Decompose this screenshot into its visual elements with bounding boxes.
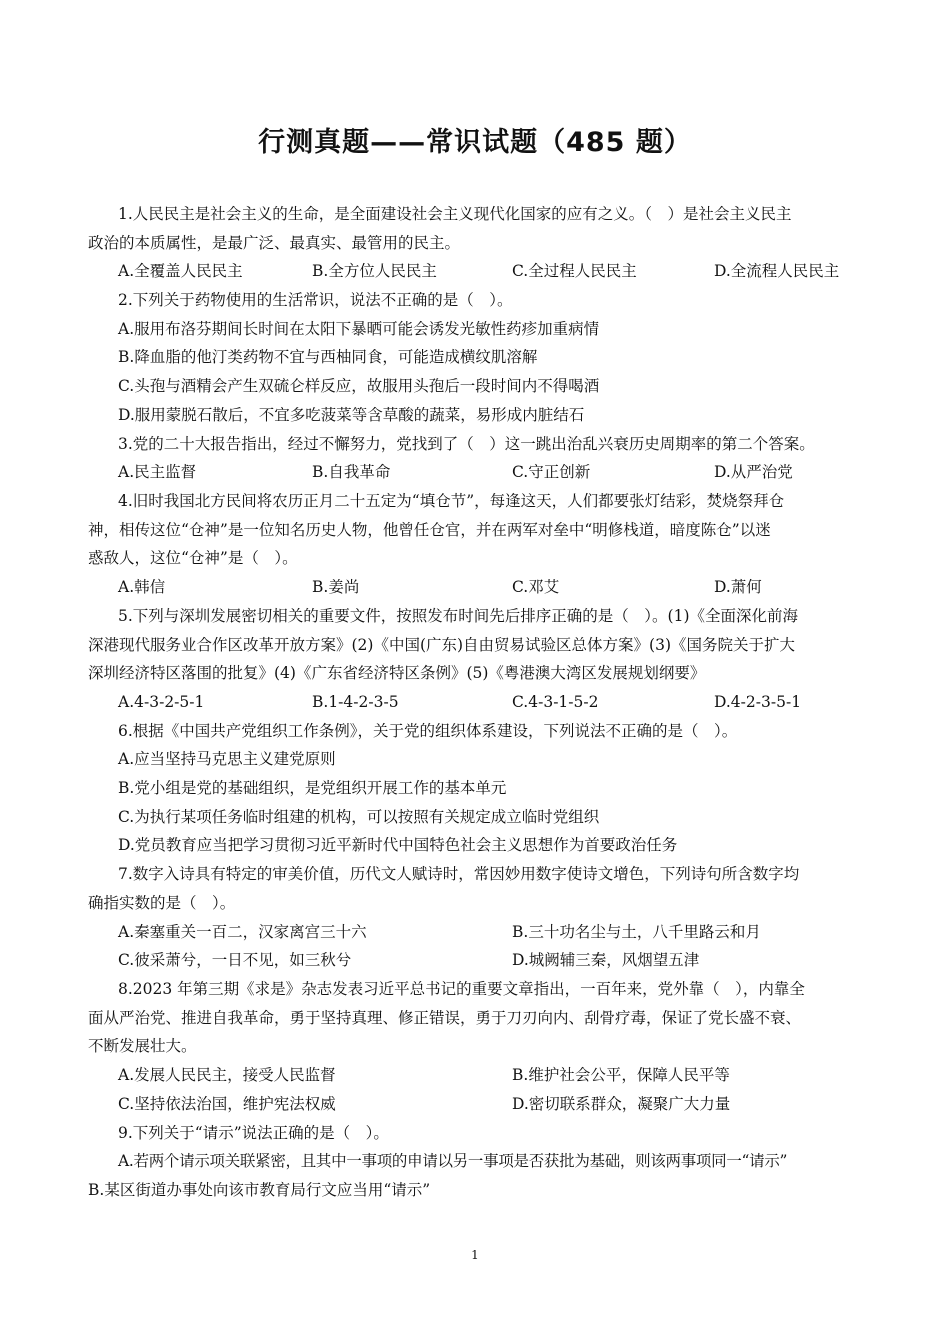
question-8-option-a: A.发展人民民主，接受人民监督 <box>118 1066 336 1084</box>
question-7-option-d: D.城阙辅三秦，风烟望五津 <box>512 951 700 969</box>
question-4-line-2: 神，相传这位“仓神”是一位知名历史人物，他曾任仓官，并在两军对垒中“明修栈道，暗度陈仓”以迷 <box>88 521 771 539</box>
question-2-option-d: D.服用蒙脱石散后，不宜多吃菠菜等含草酸的蔬菜，易形成内脏结石 <box>118 406 585 424</box>
question-4-option-a: A.韩信 <box>118 578 166 596</box>
question-3-option-c: C.守正创新 <box>512 463 591 481</box>
page-title: 行测真题——常识试题（485 题） <box>258 127 692 158</box>
question-2-option-c: C.头孢与酒精会产生双硫仑样反应，故服用头孢后一段时间内不得喝酒 <box>118 377 600 395</box>
question-5-line-1: 5.下列与深圳发展密切相关的重要文件，按照发布时间先后排序正确的是（ ）。(1)《全面深化前海 <box>118 607 798 625</box>
question-6-option-d: D.党员教育应当把学习贯彻习近平新时代中国特色社会主义思想作为首要政治任务 <box>118 836 678 854</box>
question-4-line-3: 惑敌人，这位“仓神”是（ ）。 <box>88 549 298 567</box>
question-1-option-a: A.全覆盖人民民主 <box>118 262 243 280</box>
question-8-option-d: D.密切联系群众，凝聚广大力量 <box>512 1095 731 1113</box>
question-4-option-c: C.邓艾 <box>512 578 560 596</box>
question-8-line-2: 面从严治党、推进自我革命，勇于坚持真理、修正错误，勇于刀刃向内、刮骨疗毒，保证了党长盛不衰、 <box>88 1009 802 1027</box>
question-4-option-d: D.萧何 <box>714 578 762 596</box>
question-5-line-3: 深圳经济特区落围的批复》(4)《广东省经济特区条例》(5)《粤港澳大湾区发展规划纲要》 <box>88 664 706 682</box>
question-7-line-2: 确指实数的是（ ）。 <box>88 894 236 912</box>
question-6-option-a: A.应当坚持马克思主义建党原则 <box>118 750 336 768</box>
question-4-option-b: B.姜尚 <box>312 578 360 596</box>
question-3-option-d: D.从严治党 <box>714 463 793 481</box>
question-3-option-a: A.民主监督 <box>118 463 197 481</box>
question-2-option-a: A.服用布洛芬期间长时间在太阳下暴晒可能会诱发光敏性药疹加重病情 <box>118 320 600 338</box>
question-6-option-c: C.为执行某项任务临时组建的机构，可以按照有关规定成立临时党组织 <box>118 808 600 826</box>
question-8-line-3: 不断发展壮大。 <box>88 1037 197 1055</box>
question-9-option-a: A.若两个请示项关联紧密，且其中一事项的申请以另一事项是否获批为基础，则该两事项同一“请示” <box>118 1152 788 1170</box>
question-1-option-d: D.全流程人民民主 <box>714 262 840 280</box>
question-3-line-1: 3.党的二十大报告指出，经过不懈努力，党找到了（ ）这一跳出治乱兴衰历史周期率的第二个答案。 <box>118 435 815 453</box>
question-4-line-1: 4.旧时我国北方民间将农历正月二十五定为“填仓节”，每逢这天，人们都要张灯结彩，焚烧祭拜仓 <box>118 492 785 510</box>
question-5-option-b: B.1-4-2-3-5 <box>312 693 399 711</box>
question-8-line-1: 8.2023 年第三期《求是》杂志发表习近平总书记的重要文章指出，一百年来，党外靠（ ），内靠全 <box>118 980 805 998</box>
question-2-line-1: 2.下列关于药物使用的生活常识，说法不正确的是（ ）。 <box>118 291 513 309</box>
question-6-line-1: 6.根据《中国共产党组织工作条例》，关于党的组织体系建设，下列说法不正确的是（ ）。 <box>118 722 738 740</box>
question-1-option-c: C.全过程人民民主 <box>512 262 637 280</box>
question-8-option-b: B.维护社会公平，保障人民平等 <box>512 1066 730 1084</box>
question-5-line-2: 深港现代服务业合作区改革开放方案》(2)《中国(广东)自由贸易试验区总体方案》(3)《国务院关于扩大 <box>88 636 796 654</box>
question-7-option-b: B.三十功名尘与土，八千里路云和月 <box>512 923 761 941</box>
question-7-option-c: C.彼采萧兮，一日不见，如三秋兮 <box>118 951 352 969</box>
question-7-line-1: 7.数字入诗具有特定的审美价值，历代文人赋诗时，常因妙用数字使诗文增色，下列诗句所含数字均 <box>118 865 800 883</box>
question-9-option-b: B.某区街道办事处向该市教育局行文应当用“请示” <box>88 1181 431 1199</box>
question-5-option-c: C.4-3-1-5-2 <box>512 693 599 711</box>
question-1-line-1: 1.人民民主是社会主义的生命，是全面建设社会主义现代化国家的应有之义。（ ）是社会主义民主 <box>118 205 792 223</box>
question-9-line-1: 9.下列关于“请示”说法正确的是（ ）。 <box>118 1124 389 1142</box>
question-5-option-a: A.4-3-2-5-1 <box>118 693 205 711</box>
question-2-option-b: B.降血脂的他汀类药物不宜与西柚同食，可能造成横纹肌溶解 <box>118 348 538 366</box>
question-7-option-a: A.秦塞重关一百二，汉家离宫三十六 <box>118 923 367 941</box>
question-1-option-b: B.全方位人民民主 <box>312 262 437 280</box>
question-8-option-c: C.坚持依法治国，维护宪法权威 <box>118 1095 336 1113</box>
question-3-option-b: B.自我革命 <box>312 463 391 481</box>
page-number: 1 <box>471 1248 479 1262</box>
question-1-line-2: 政治的本质属性，是最广泛、最真实、最管用的民主。 <box>88 234 461 252</box>
question-5-option-d: D.4-2-3-5-1 <box>714 693 802 711</box>
question-6-option-b: B.党小组是党的基础组织，是党组织开展工作的基本单元 <box>118 779 507 797</box>
